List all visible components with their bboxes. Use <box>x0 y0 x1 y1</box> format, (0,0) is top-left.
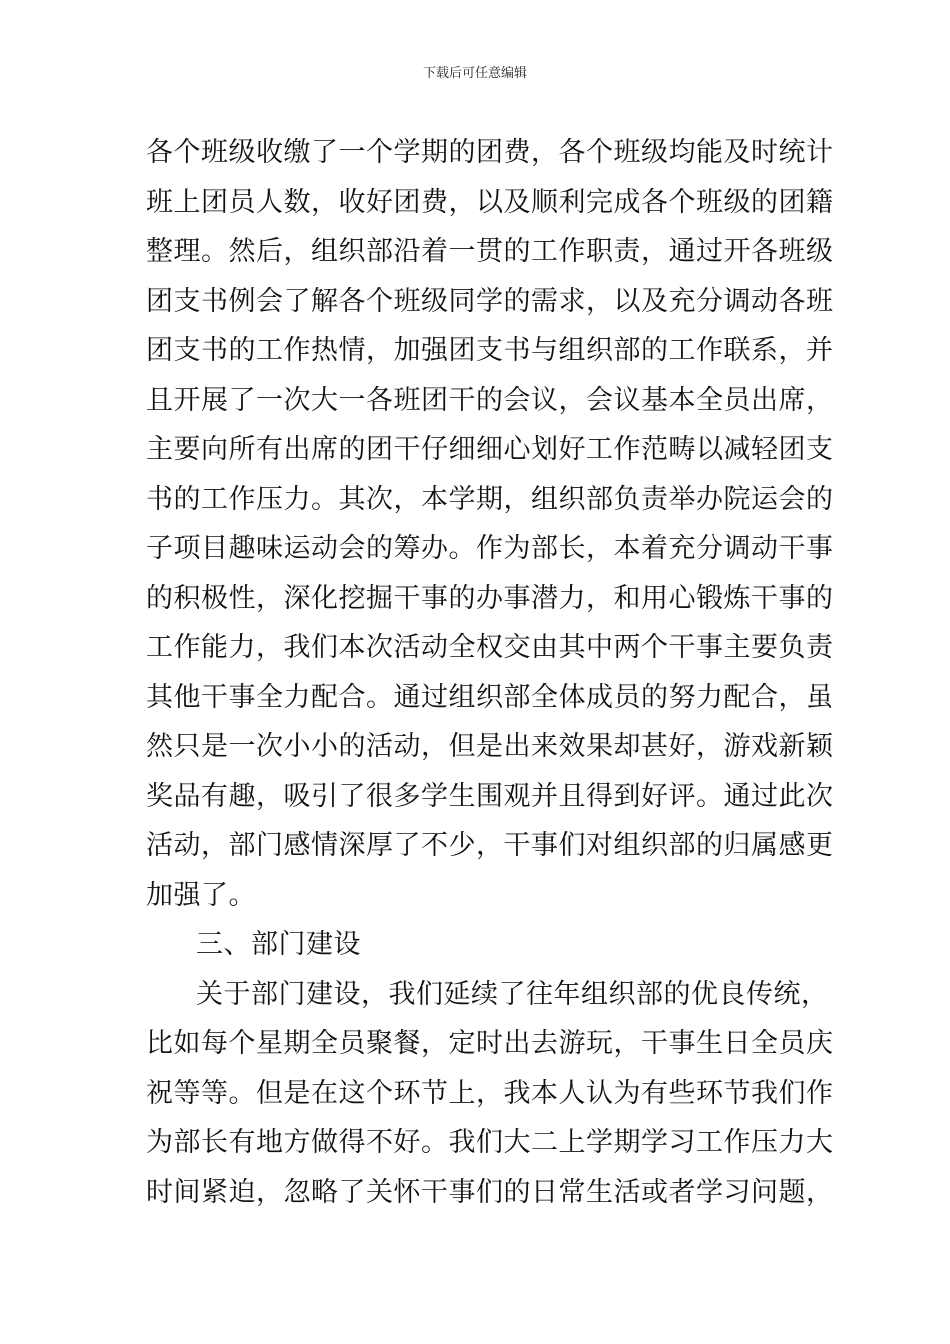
document-body <box>146 128 834 1217</box>
text-line: 为部长有地方做得不好。我们大二上学期学习工作压力大 <box>146 1127 834 1158</box>
text-line: 整理。然后，组织部沿着一贯的工作职责，通过开各班级 <box>146 236 834 267</box>
text-line: 祝等等。但是在这个环节上，我本人认为有些环节我们作 <box>146 1077 834 1109</box>
text-line: 比如每个星期全员聚餐，定时出去游玩，干事生日全员庆 <box>146 1028 834 1059</box>
text-line: 班上团员人数，收好团费，以及顺利完成各个班级的团籍 <box>146 186 834 218</box>
text-line: 书的工作压力。其次，本学期，组织部负责举办院运会的 <box>146 483 834 515</box>
text-line: 其他干事全力配合。通过组织部全体成员的努力配合，虽 <box>146 681 834 713</box>
text-line: 各个班级收缴了一个学期的团费，各个班级均能及时统计 <box>146 137 834 168</box>
text-line: 主要向所有出席的团干仔细细心划好工作范畴以减轻团支 <box>146 434 834 465</box>
text-line: 子项目趣味运动会的筹办。作为部长，本着充分调动干事 <box>146 533 834 564</box>
text-line: 工作能力，我们本次活动全权交由其中两个干事主要负责 <box>146 632 834 663</box>
text-line: 然只是一次小小的活动，但是出来效果却甚好，游戏新颖 <box>146 731 834 762</box>
text-line: 加强了。 <box>146 879 256 911</box>
text-line: 奖品有趣，吸引了很多学生围观并且得到好评。通过此次 <box>146 780 834 812</box>
text-line: 且开展了一次大一各班团干的会议，会议基本全员出席， <box>146 384 834 416</box>
text-line: 的积极性，深化挖掘干事的办事潜力，和用心锻炼干事的 <box>146 582 834 614</box>
text-line: 团支书的工作热情，加强团支书与组织部的工作联系，并 <box>146 335 834 366</box>
section-heading: 三、部门建设 <box>196 929 361 960</box>
text-line: 团支书例会了解各个班级同学的需求，以及充分调动各班 <box>146 285 834 317</box>
text-line: 活动，部门感情深厚了不少，干事们对组织部的归属感更 <box>146 830 834 861</box>
text-line: 时间紧迫，忽略了关怀干事们的日常生活或者学习问题， <box>146 1176 834 1208</box>
paragraph-first-line: 关于部门建设，我们延续了往年组织部的优良传统， <box>196 978 829 1010</box>
page-header: 下载后可任意编辑 <box>422 66 527 81</box>
